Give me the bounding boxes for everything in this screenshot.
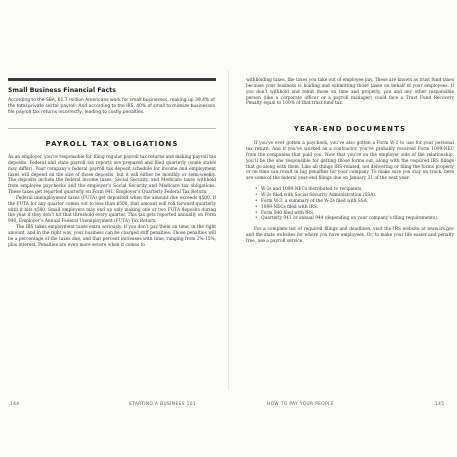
sidebar-box xyxy=(8,78,216,116)
body-paragraph: As an employer, you’re responsible for filing regular payroll tax returns and making payroll tax deposits. Federal and state payroll tax reports are prepared and filed quarterly (some states may differ). Your company’s federal payroll tax deposit schedule for income and employment taxes will depend on the size of those deposits, but it will either be monthly or semi-weekly. The deposits include the federal income taxes, Social Security, and Medicare taxes withheld from employee paychecks and the employer’s Social Security and Medicare tax obligations. These taxes get reported quarterly on Form 941, Employer’s Quarterly Federal Tax Return. xyxy=(8,155,216,196)
section-title-payroll-tax: PAYROLL TAX OBLIGATIONS xyxy=(45,140,179,148)
sidebar-text: According to the SBA, 61.7 million Americans work for small businesses, making up 39.4% of the total private sector payroll. And according to the IRS, 40% of small to midsize businesses file payroll tax returns incorrectly, leading to costly penalties. xyxy=(8,98,216,115)
list-item: • W-2s and 1099-NECs distributed to recipients. xyxy=(256,187,454,193)
running-head-right: HOW TO PAY YOUR PEOPLE xyxy=(267,402,334,407)
list-item: • W-2s filed with Social Security Administration (SSA). xyxy=(256,193,454,199)
page-number-right: 145 xyxy=(435,402,445,407)
filings-list xyxy=(256,187,454,222)
body-paragraph: The IRS takes employment taxes extra seriously. If you don’t pay them on time, in the right amount, and in the right way, your business can be charged stiff penalties. Those penalties will be a percentage of the taxes due, and that percent increases with time, ranging from 2%-15%, plus interest. Penalties are even more severe when it comes to xyxy=(8,225,216,248)
list-item: • 1099-NECs filed with IRS. xyxy=(256,205,454,211)
list-item: • Form W-3, a summary of the W-2s filed with SSA. xyxy=(256,199,454,205)
page-number-left: 144 xyxy=(10,402,20,407)
continuation-paragraph: withholding taxes, the taxes you take out of employee pay. These are known as trust fund taxes because your business is holding and submitting those taxes on behalf of your employees. If you don’t withhold and remit those on time and properly, you and any other responsible person (like a corporate officer or a payroll manager) could face a Trust Fund Recovery Penalty equal to 100% of that trust fund tax. xyxy=(246,78,455,107)
closing-paragraph: For a complete list of required filings and deadlines, visit the IRS website at www.irs.gov and the state websites for where you have employees. Or, to make your life easier and penalty free, use a payroll service. xyxy=(246,227,454,244)
list-item: • Quarterly 941 or annual 944 (depending on your company’s filing requirements). xyxy=(256,216,454,222)
page-gutter xyxy=(228,70,229,390)
section-title-year-end: YEAR-END DOCUMENTS xyxy=(293,125,407,134)
body-paragraph: If you’ve ever gotten a paycheck, you’ve also gotten a Form W-2 to use for your personal tax return. And if you’ve worked as a contractor, you’ve probably received Form 1099-NEC from the companies that paid you. Now that you’re on the employer side of the relationship, you’ll be the one responsible for getting those forms out, along with the required IRS filings that go along with them. Like all things IRS-related, not delivering or filing the forms properly or on time can result in big penalties for your company. To make sure you stay on track, here are some of the federal year-end filings due on January 31 of the next year: xyxy=(246,141,454,182)
list-item: • Form 940 filed with IRS. xyxy=(256,211,454,217)
section-divider xyxy=(8,128,216,129)
sidebar-title: Small Business Financial Facts xyxy=(8,87,116,94)
running-head-left: STARTING A BUSINESS 101 xyxy=(129,402,196,407)
left-page xyxy=(8,78,216,390)
body-paragraph: Federal unemployment taxes (FUTA) get deposited when the amount due exceeds $500. If the FUTA for any quarter comes out to less than $500, that amount will roll forward quarterly until it hits $500. Small employers may end up only making one or two FUTA deposits during the year if they don’t hit that threshold every quarter. This tax gets reported annually on Form 940, Employer’s Annual Federal Unemployment (FUTA) Tax Return. xyxy=(8,195,216,225)
right-page xyxy=(246,78,454,390)
